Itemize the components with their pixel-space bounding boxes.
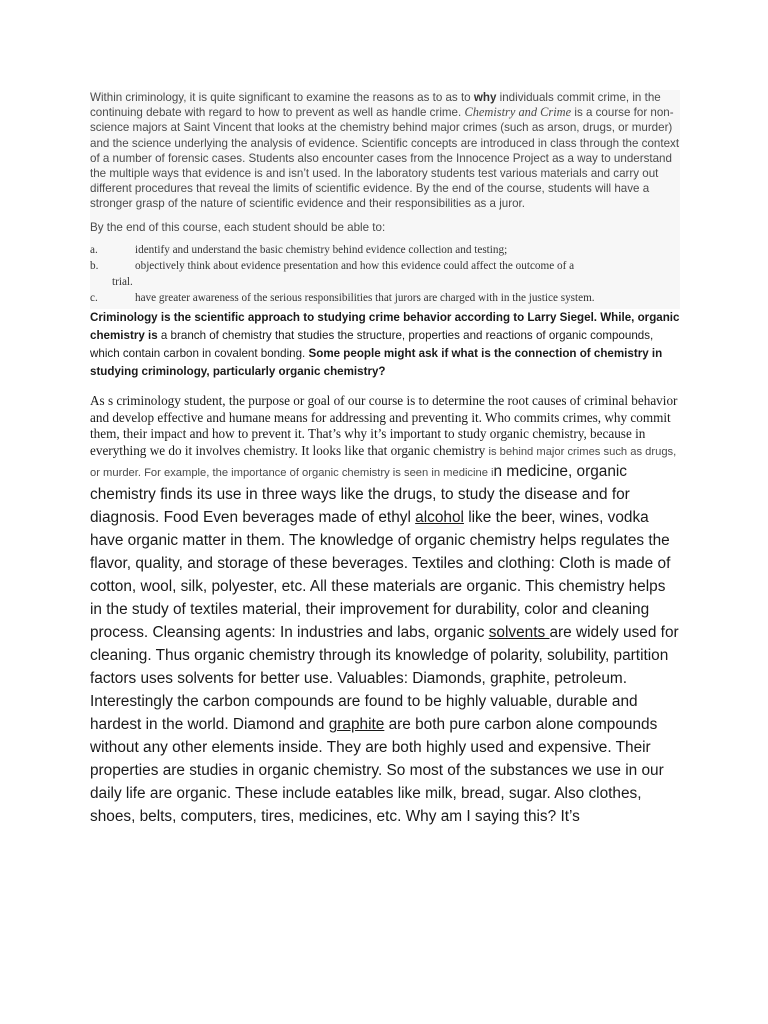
list-item xyxy=(90,291,680,306)
food-label: Food xyxy=(163,509,199,527)
cleansing-text: In industries and labs, organic xyxy=(275,624,489,642)
course-title: Chemistry and Crime xyxy=(464,105,572,120)
cleansing-heading: Cleansing agents: xyxy=(152,624,276,642)
beverages-text: Even beverages made of ethyl xyxy=(198,509,416,527)
purpose-text: As s criminology student, the purpose or goal of our course is to determine the root causes of criminal behavior and develop effective and humane means for addressing and preventing it. Who commits crimes, why commit them, their impact and how to prevent it. That’s why it’s important to study organic chemistry, because in everything we do it involves chemistry. It looks like that organic chemistry xyxy=(90,393,678,458)
intro-text-b: individuals commit crime, in the continuing debate with regard to how to prevent as well as handle crime. xyxy=(90,91,661,120)
document-page xyxy=(90,90,680,828)
list-item xyxy=(90,243,680,258)
intro-why: why xyxy=(473,91,497,104)
list-item-continuation: trial. xyxy=(112,275,133,288)
list-marker: c. xyxy=(90,292,98,305)
valuables-heading: Valuables xyxy=(337,670,404,688)
cleansing-text-2: are widely used for cleaning. Thus organic chemistry through its knowledge of polarity, solubility, partition factors uses solvents for better use. xyxy=(90,624,679,688)
valuables-text-2: are both pure carbon alone compounds without any other elements inside. They are both highly used and expensive. Their properties are studies in organic chemistry. So most of the substances we use in our daily life are organic. These include eatables like milk, bread, sugar. Also clothes, shoes, belts, computers, tires, medicines, etc. Why am I saying this? It’s xyxy=(90,716,664,826)
objectives-list xyxy=(90,243,680,307)
list-item-text: objectively think about evidence presentation and how this evidence could affect the outcome of a xyxy=(135,260,575,273)
course-description-block xyxy=(90,90,680,309)
list-item-text: identify and understand the basic chemistry behind evidence collection and testing; xyxy=(135,243,508,256)
connection-question: Some people might ask if what is the connection of chemistry in studying criminology, particularly organic chemistry? xyxy=(90,347,663,379)
student-purpose-paragraph xyxy=(90,393,680,828)
beverages-text-2: like the beer, wines, vodka have organic matter in them. The knowledge of organic chemistry helps regulates the flavor, quality, and storage of these beverages. xyxy=(90,509,670,573)
textiles-heading: Textiles and clothing: xyxy=(412,555,555,573)
criminology-definition-paragraph xyxy=(90,309,680,381)
course-description-paragraph xyxy=(90,90,680,212)
list-marker: a. xyxy=(90,243,98,256)
list-item xyxy=(90,259,680,290)
medicine-text: n medicine, organic chemistry finds its use in three ways like the drugs, to study the disease and for diagnosis. xyxy=(90,463,630,527)
list-item-text: have greater awareness of the serious responsibilities that jurors are charged with in the justice system. xyxy=(135,292,595,305)
intro-text-a: Within criminology, it is quite significant to examine the reasons as to as to xyxy=(90,91,474,104)
list-marker: b. xyxy=(90,260,99,273)
alcohol-link[interactable]: alcohol xyxy=(415,509,464,527)
textiles-text: Cloth is made of cotton, wool, silk, polyester, etc. All these materials are organic. This chemistry helps in the study of textiles material, their improvement for durability, color and cleaning process. xyxy=(90,555,671,642)
organic-chemistry-definition: a branch of chemistry that studies the structure, properties and reactions of organic compounds, which contain carbon in covalent bonding. xyxy=(90,329,654,361)
criminology-definition-bold: Criminology is the scientific approach to studying crime behavior according to Larry Siegel. While, organic chemistry is xyxy=(90,311,680,343)
valuables-text: : Diamonds, graphite, petroleum. Interestingly the carbon compounds are found to be highly valuable, durable and hardest in the world. Diamond and xyxy=(90,670,638,734)
intro-text-c: is a course for non-science majors at Saint Vincent that looks at the chemistry behind major crimes (such as arson, drugs, or murder) and the science underlying the analysis of evidence. Scientific concepts are introduced in class through the context of a number of forensic cases. Students also encounter cases from the Innocence Project as a way to understand the multiple ways that evidence is and isn’t used. In the laboratory students test various materials and carry out different procedures that reveal the limits of scientific evidence. By the end of the course, students will have a stronger grasp of the nature of scientific evidence and their responsibilities as a juror. xyxy=(90,106,680,211)
objectives-lead: By the end of this course, each student should be able to: xyxy=(90,220,386,234)
graphite-link[interactable]: graphite xyxy=(328,716,385,734)
purpose-small-text: is behind major crimes such as drugs, or murder. For example, the importance of organic chemistry is seen in medicine i xyxy=(90,445,677,480)
solvents-link[interactable]: solvents xyxy=(488,624,550,642)
